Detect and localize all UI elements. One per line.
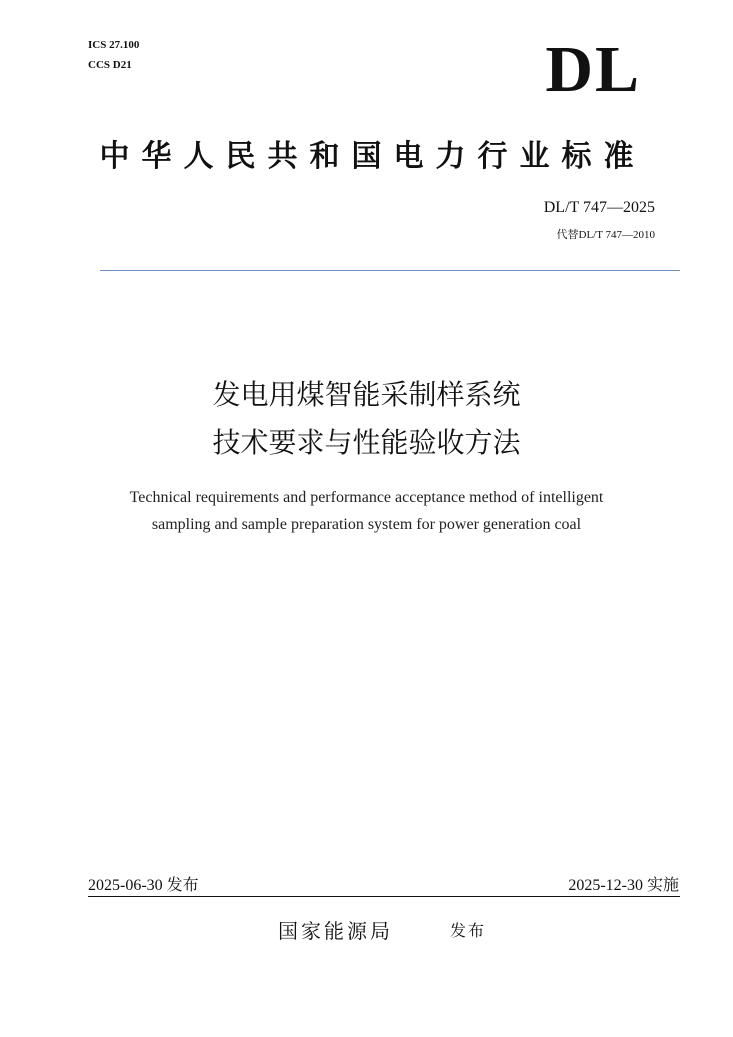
issuing-authority: 国家能源局	[278, 919, 393, 943]
english-title-line-1: Technical requirements and performance acceptance method of intelligent	[129, 489, 604, 506]
ics-code: ICS 27.100	[88, 39, 140, 51]
footer-divider	[88, 896, 680, 897]
english-title-line-2: sampling and sample preparation system for power generation coal	[151, 516, 582, 533]
dl-logo: DL	[545, 33, 641, 106]
replaces-standard: 代替DL/T 747—2010	[556, 229, 655, 241]
issue-date: 2025-06-30 发布	[88, 877, 199, 894]
standard-number: DL/T 747—2025	[543, 199, 655, 216]
header-divider	[100, 270, 680, 271]
issue-label: 发布	[450, 921, 487, 940]
effective-date: 2025-12-30 实施	[568, 877, 679, 894]
chinese-title-line-2: 技术要求与性能验收方法	[212, 426, 521, 459]
chinese-title-line-1: 发电用煤智能采制样系统	[212, 378, 521, 411]
organization-title: 中华人民共和国电力行业标准	[99, 139, 646, 174]
ccs-code: CCS D21	[88, 59, 132, 71]
